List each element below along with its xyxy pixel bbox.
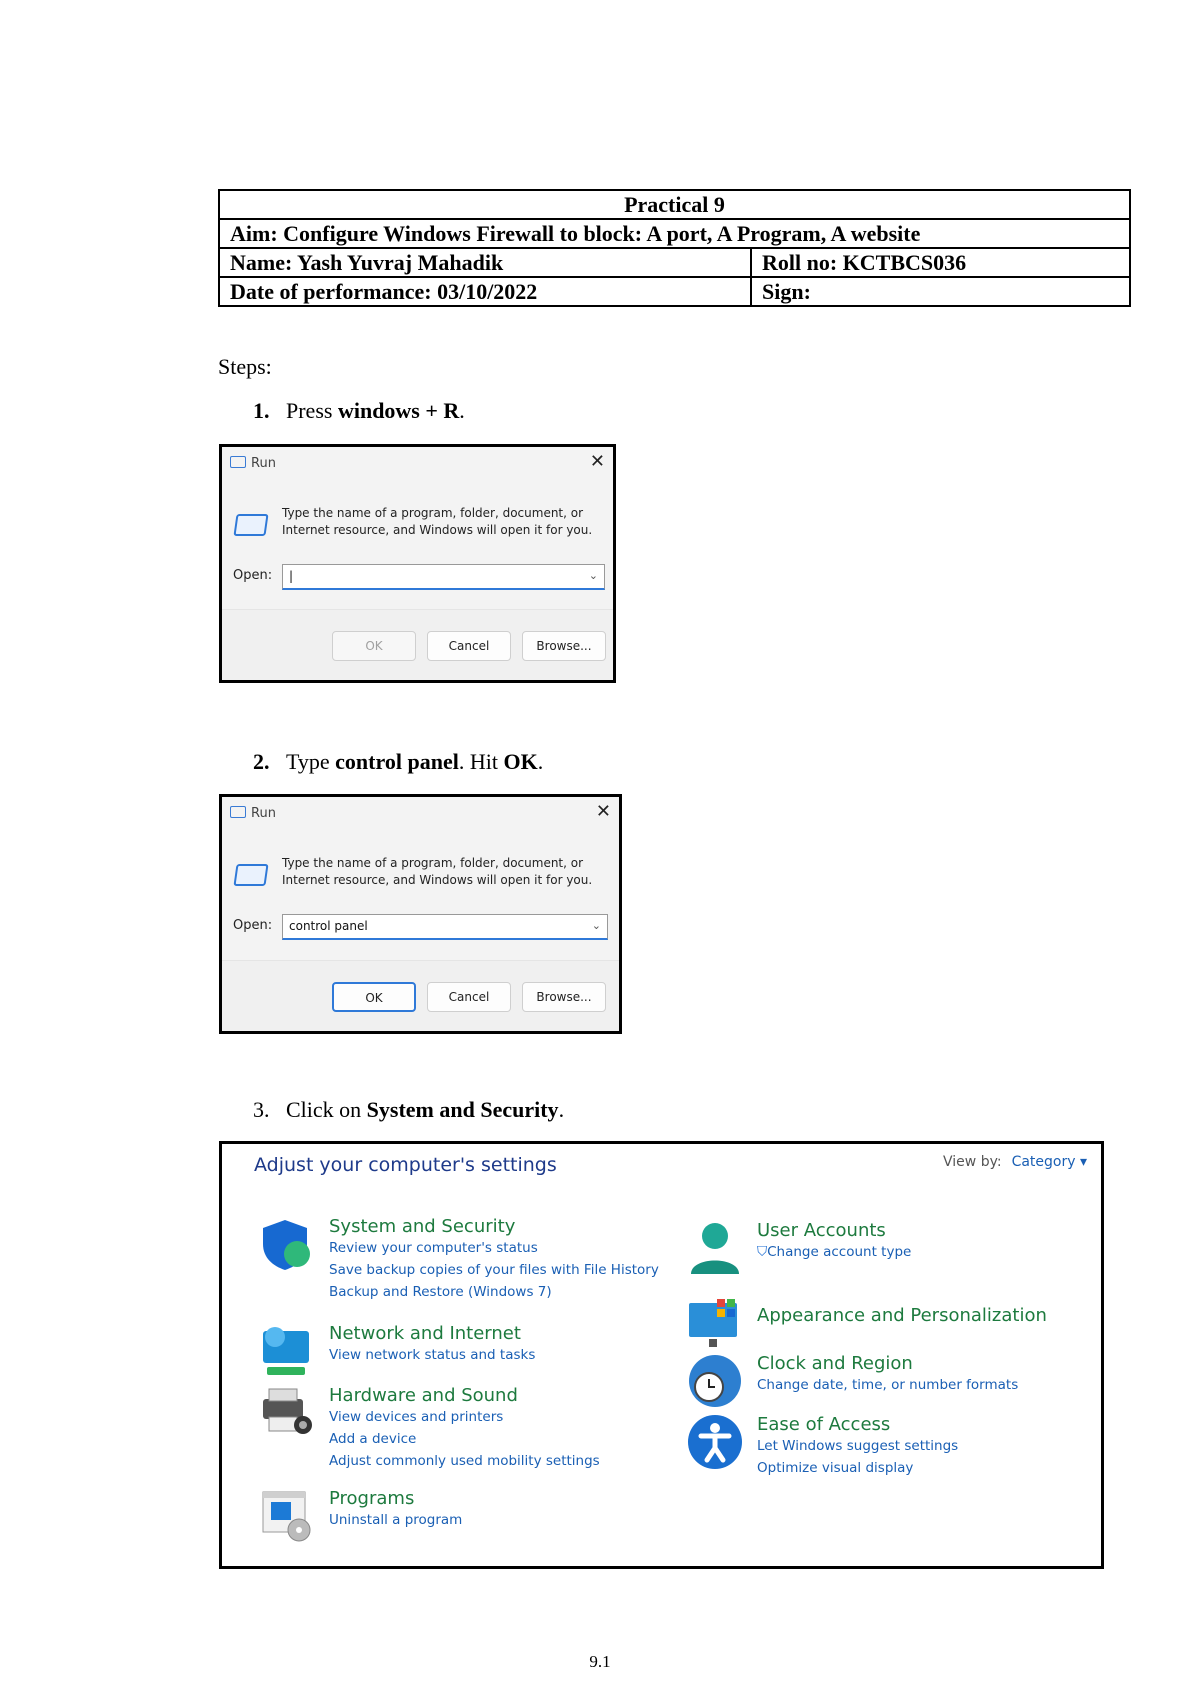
page-number: 9.1 (589, 1652, 611, 1671)
run-title: Run (230, 806, 276, 821)
category-programs (329, 1488, 462, 1531)
header-table (218, 189, 1131, 307)
category-link[interactable]: View network status and tasks (329, 1347, 536, 1363)
close-icon[interactable]: ✕ (589, 451, 605, 472)
open-input[interactable]: | ⌄ (282, 564, 605, 590)
run-program-icon (233, 514, 268, 536)
roll-number: Roll no: KCTBCS036 (751, 248, 1130, 277)
category-link[interactable]: Let Windows suggest settings (757, 1438, 959, 1454)
clock-globe-icon (687, 1353, 743, 1409)
view-by: View by: Category ▾ (943, 1154, 1087, 1170)
category-title[interactable]: Programs (329, 1488, 415, 1509)
run-dialog-2 (219, 794, 622, 1034)
browse-button[interactable]: Browse... (522, 982, 606, 1012)
browse-button[interactable]: Browse... (522, 631, 606, 661)
category-link[interactable]: Review your computer's status (329, 1240, 538, 1256)
category-link[interactable]: ⛉Change account type (757, 1244, 912, 1260)
open-input[interactable]: control panel ⌄ (282, 914, 608, 940)
date-of-performance: Date of performance: 03/10/2022 (219, 277, 751, 306)
category-link[interactable]: Add a device (329, 1431, 417, 1447)
category-title[interactable]: System and Security (329, 1216, 516, 1237)
chevron-down-icon[interactable]: ⌄ (591, 919, 601, 932)
category-user-accounts (757, 1220, 911, 1263)
control-panel (219, 1141, 1104, 1569)
step-2: 2. Type control panel. Hit OK. (253, 749, 544, 774)
control-panel-heading: Adjust your computer's settings (254, 1154, 557, 1176)
aim-text: Aim: Configure Windows Firewall to block: A port, A Program, A website (219, 219, 1130, 248)
open-label: Open: (233, 918, 273, 933)
open-label: Open: (233, 568, 273, 583)
shield-icon (259, 1216, 315, 1272)
practical-title: Practical 9 (219, 190, 1130, 219)
step-1: 1. Press windows + R. (253, 398, 465, 423)
category-link[interactable]: Save backup copies of your files with File History (329, 1262, 659, 1278)
printer-icon (259, 1385, 315, 1441)
category-title[interactable]: Network and Internet (329, 1323, 521, 1344)
category-link[interactable]: Change date, time, or number formats (757, 1377, 1019, 1393)
category-title[interactable]: Clock and Region (757, 1353, 913, 1374)
category-title[interactable]: Hardware and Sound (329, 1385, 518, 1406)
chevron-down-icon[interactable]: ⌄ (588, 569, 598, 582)
run-program-icon (233, 864, 268, 886)
view-by-dropdown[interactable]: Category ▾ (1011, 1154, 1087, 1170)
run-dialog-1 (219, 444, 616, 683)
category-system-security (329, 1216, 659, 1303)
category-ease-of-access (757, 1414, 958, 1479)
category-link[interactable]: Uninstall a program (329, 1512, 463, 1528)
category-network-internet (329, 1323, 535, 1366)
network-icon (259, 1323, 315, 1379)
category-appearance (757, 1297, 1047, 1326)
accessibility-icon (687, 1414, 743, 1470)
category-title[interactable]: User Accounts (757, 1220, 886, 1241)
close-icon[interactable]: ✕ (595, 801, 611, 822)
run-description: Type the name of a program, folder, document, or Internet resource, and Windows will open it for you. (282, 856, 593, 887)
cancel-button[interactable]: Cancel (427, 631, 511, 661)
run-icon (230, 456, 246, 468)
run-icon (230, 806, 246, 818)
cancel-button[interactable]: Cancel (427, 982, 511, 1012)
run-title: Run (230, 456, 276, 471)
category-title[interactable]: Appearance and Personalization (757, 1305, 1047, 1326)
category-link[interactable]: Optimize visual display (757, 1460, 914, 1476)
programs-icon (259, 1488, 315, 1544)
ok-button[interactable]: OK (332, 982, 416, 1012)
ok-button[interactable]: OK (332, 631, 416, 661)
appearance-icon (687, 1297, 743, 1353)
student-name: Name: Yash Yuvraj Mahadik (219, 248, 751, 277)
run-description: Type the name of a program, folder, document, or Internet resource, and Windows will open it for you. (282, 506, 593, 537)
category-clock-region (757, 1353, 1018, 1396)
category-link[interactable]: View devices and printers (329, 1409, 504, 1425)
uac-shield-icon: ⛉ (757, 1244, 768, 1260)
steps-label: Steps: (218, 354, 272, 379)
category-hardware-sound (329, 1385, 600, 1472)
user-icon (687, 1220, 743, 1276)
category-link[interactable]: Backup and Restore (Windows 7) (329, 1284, 552, 1300)
run-footer (222, 609, 613, 680)
category-link[interactable]: Adjust commonly used mobility settings (329, 1453, 600, 1469)
run-footer (222, 960, 619, 1031)
step-3: 3. Click on System and Security. (253, 1097, 565, 1122)
sign-field: Sign: (751, 277, 1130, 306)
category-title[interactable]: Ease of Access (757, 1414, 891, 1435)
